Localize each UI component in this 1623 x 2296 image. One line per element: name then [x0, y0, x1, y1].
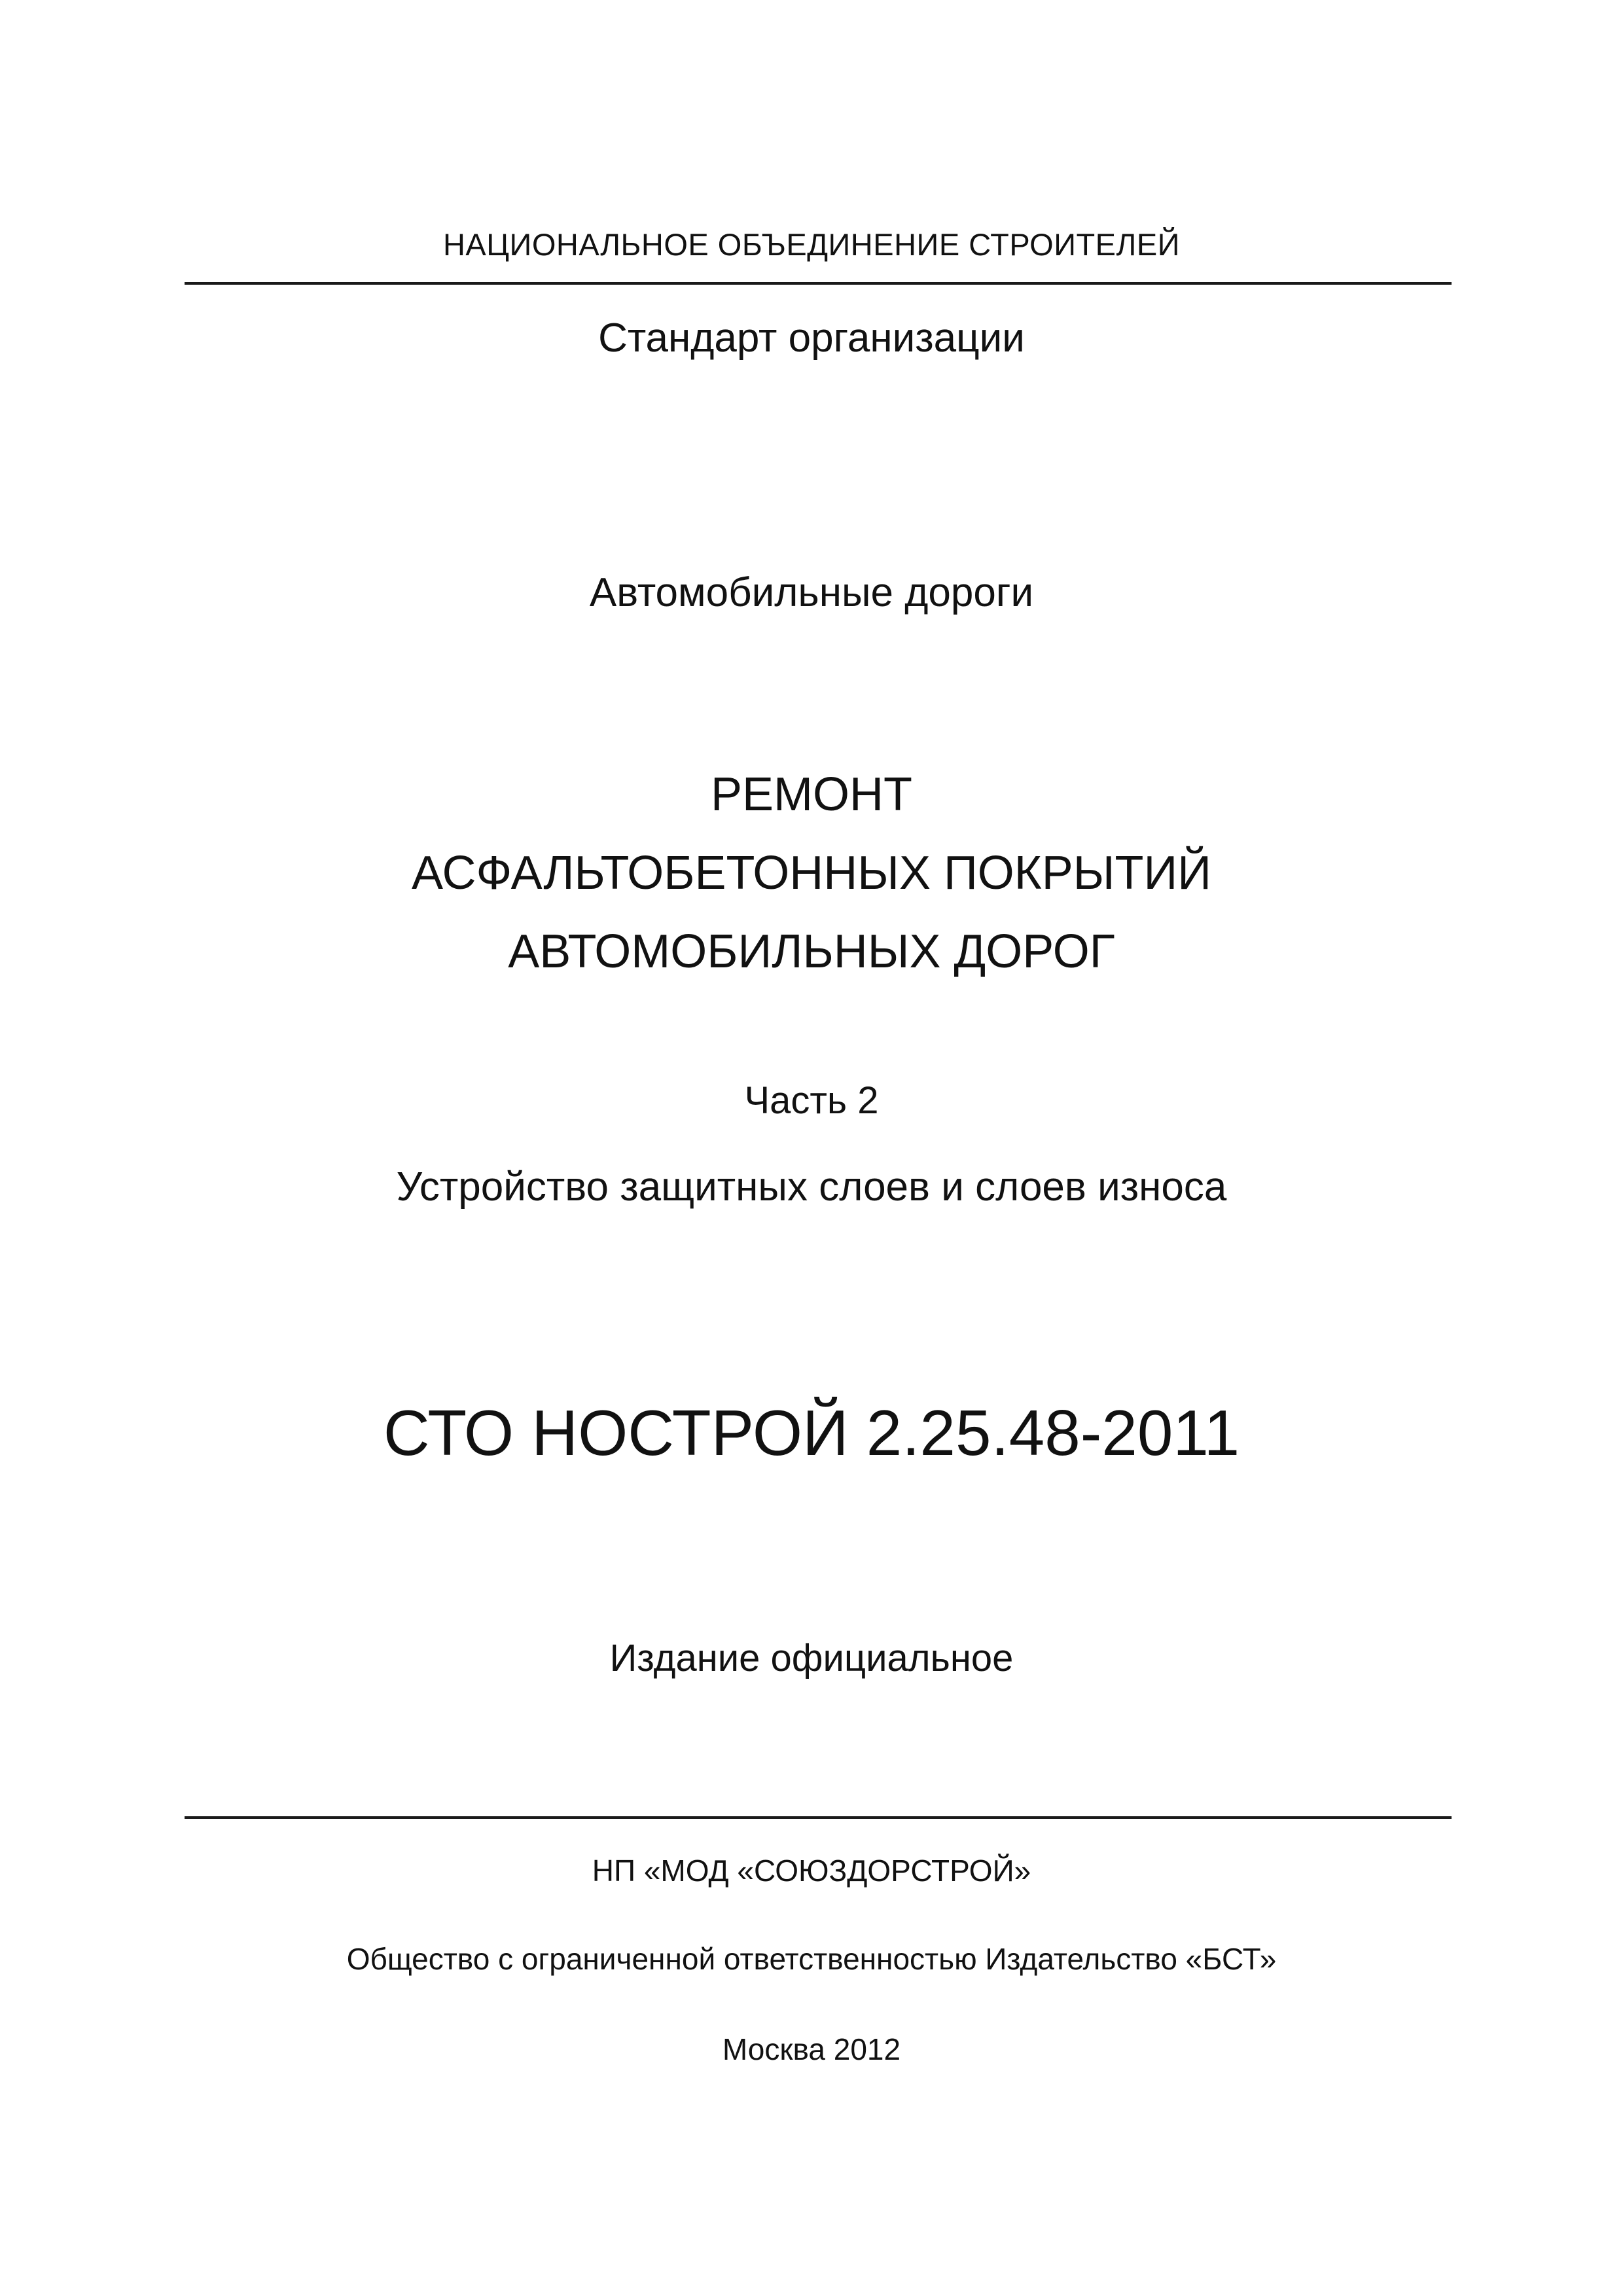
bottom-divider	[185, 1816, 1452, 1819]
publisher-secondary: Общество с ограниченной ответственностью Издательство «БСТ»	[346, 1942, 1277, 1976]
part-subtitle: Устройство защитных слоев и слоев износа	[396, 1164, 1227, 1210]
edition-label: Издание официальное	[609, 1637, 1014, 1679]
part-number: Часть 2	[744, 1079, 879, 1122]
publisher-primary: НП «МОД «СОЮЗДОРСТРОЙ»	[592, 1854, 1031, 1888]
standard-code: СТО НОСТРОЙ 2.25.48-2011	[383, 1397, 1240, 1469]
field-heading: Автомобильные дороги	[589, 570, 1034, 615]
document-title-line-3: АВТОМОБИЛЬНЫХ ДОРОГ	[508, 925, 1115, 978]
organization-name: НАЦИОНАЛЬНОЕ ОБЪЕДИНЕНИЕ СТРОИТЕЛЕЙ	[442, 227, 1181, 262]
document-title-line-2: АСФАЛЬТОБЕТОННЫХ ПОКРЫТИЙ	[412, 847, 1211, 899]
document-title-line-1: РЕМОНТ	[710, 768, 912, 821]
place-year: Москва 2012	[722, 2032, 901, 2066]
top-divider	[185, 282, 1452, 285]
standard-type: Стандарт организации	[598, 315, 1025, 361]
